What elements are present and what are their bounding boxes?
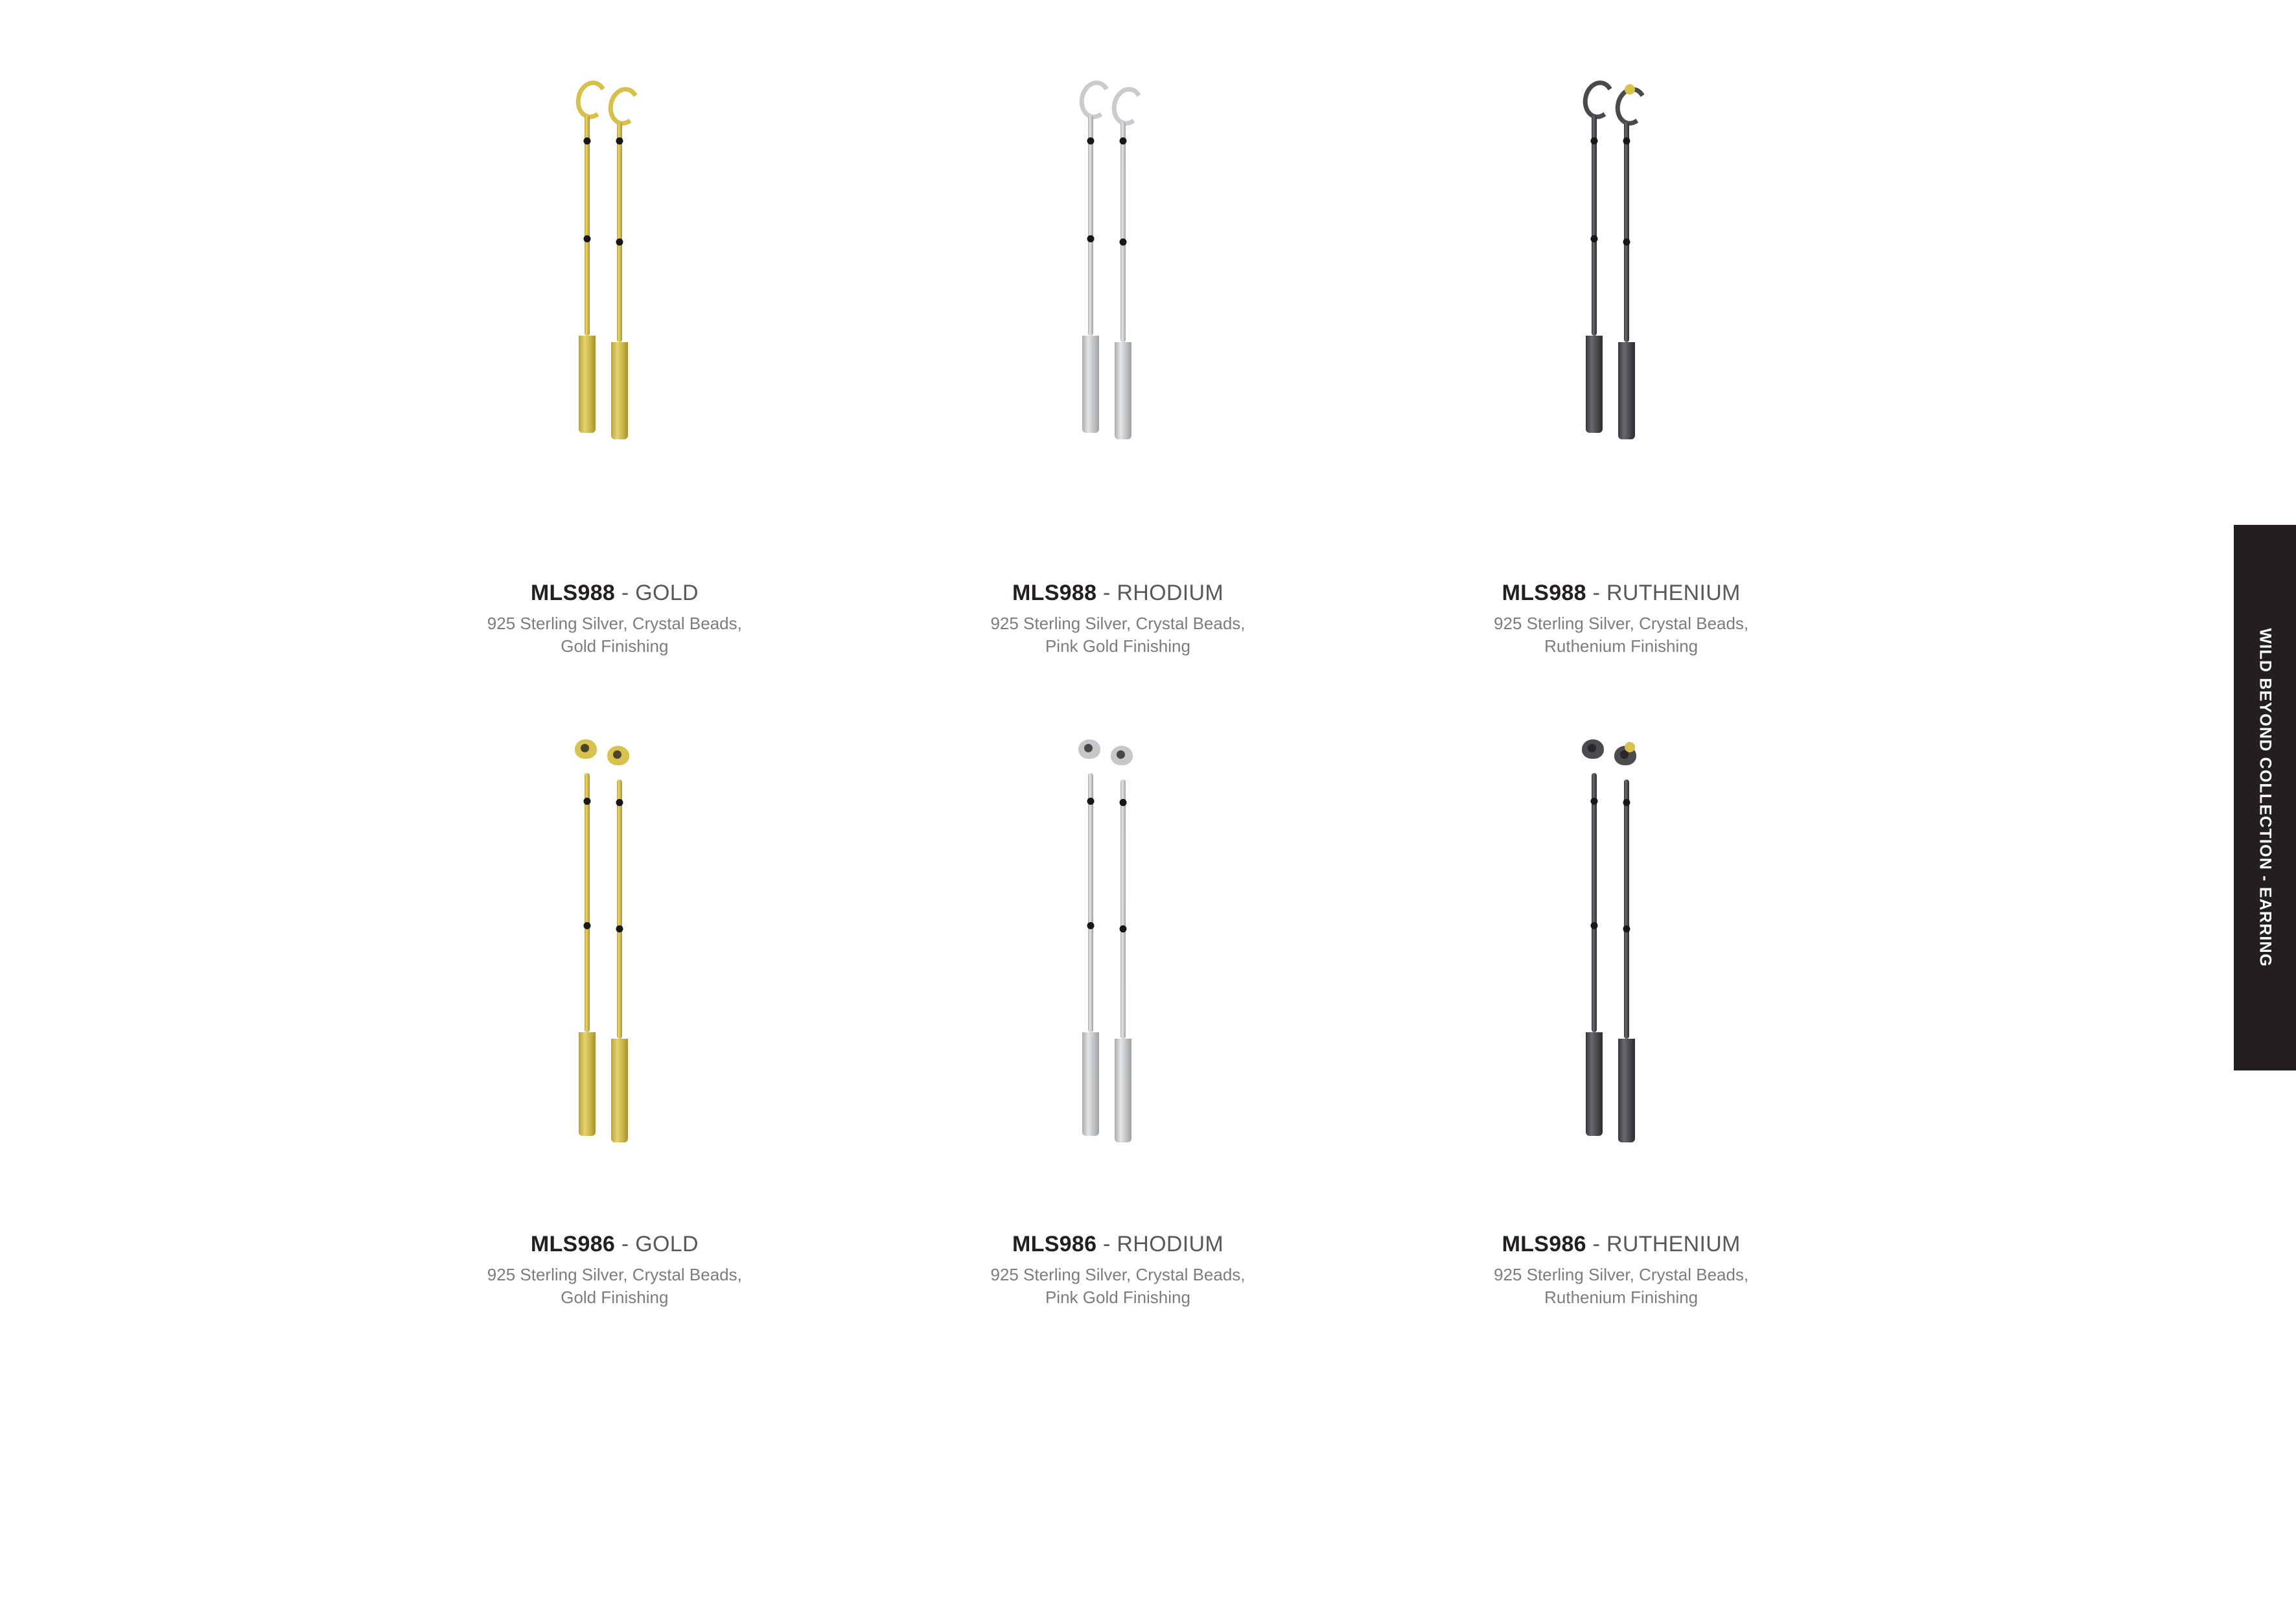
product-caption xyxy=(990,1232,1245,1309)
tassel xyxy=(1586,1032,1603,1136)
tassel xyxy=(1115,342,1131,439)
product-row xyxy=(363,735,1873,1309)
stud-icon xyxy=(1608,742,1645,780)
description-line-2: Ruthenium Finishing xyxy=(1544,636,1699,656)
product-variant: RHODIUM xyxy=(1117,581,1223,605)
earring-right xyxy=(600,84,639,439)
tassel xyxy=(1082,1032,1099,1136)
gold-cap-icon xyxy=(1625,84,1635,95)
description-line-2: Pink Gold Finishing xyxy=(1045,1288,1190,1308)
product-image-mls986-ruthenium xyxy=(1369,735,1873,1228)
product-variant: GOLD xyxy=(635,1232,699,1257)
description-line-2: Pink Gold Finishing xyxy=(1045,636,1190,656)
chain xyxy=(1592,115,1597,336)
product-code: MLS986 xyxy=(530,1232,616,1257)
earring-right xyxy=(1104,742,1142,1142)
gold-cap-icon xyxy=(1625,742,1635,752)
product-title xyxy=(990,1232,1245,1257)
product-description xyxy=(990,612,1245,658)
chain xyxy=(1624,780,1629,1039)
product-separator: - xyxy=(615,1232,636,1257)
description-line-1: 925 Sterling Silver, Crystal Beads, xyxy=(487,614,742,633)
chain xyxy=(1592,773,1597,1032)
chain xyxy=(1120,780,1126,1039)
description-line-1: 925 Sterling Silver, Crystal Beads, xyxy=(487,1265,742,1285)
description-line-2: Ruthenium Finishing xyxy=(1544,1288,1699,1308)
product-image-mls988-ruthenium xyxy=(1369,78,1873,577)
product-image-mls988-gold xyxy=(363,78,866,577)
description-line-1: 925 Sterling Silver, Crystal Beads, xyxy=(990,1265,1246,1285)
tassel xyxy=(1586,336,1603,433)
product-variant: RUTHENIUM xyxy=(1606,581,1741,605)
product-image-mls988-rhodium xyxy=(866,78,1370,577)
product-description xyxy=(487,612,742,658)
description-line-1: 925 Sterling Silver, Crystal Beads, xyxy=(990,614,1246,633)
earring-right xyxy=(1607,84,1646,439)
hoop-icon xyxy=(601,84,638,122)
earring-right xyxy=(1104,84,1142,439)
chain xyxy=(1088,115,1093,336)
tassel xyxy=(611,1039,628,1142)
product-separator: - xyxy=(615,581,636,605)
product-separator: - xyxy=(1586,581,1606,605)
product-cell[interactable] xyxy=(866,735,1370,1309)
chain xyxy=(617,122,622,342)
tassel xyxy=(579,1032,596,1136)
tassel xyxy=(579,336,596,433)
collection-side-tab xyxy=(2234,525,2296,1070)
tassel xyxy=(1618,342,1635,439)
product-cell[interactable] xyxy=(1369,78,1873,658)
chain xyxy=(585,773,590,1032)
product-cell[interactable] xyxy=(1369,735,1873,1309)
product-variant: GOLD xyxy=(635,581,699,605)
description-line-2: Gold Finishing xyxy=(561,636,669,656)
chain xyxy=(617,780,622,1039)
product-title xyxy=(990,581,1245,606)
product-catalog-grid xyxy=(363,78,1873,1309)
description-line-2: Gold Finishing xyxy=(561,1288,669,1308)
product-variant: RUTHENIUM xyxy=(1606,1232,1741,1257)
product-description xyxy=(487,1264,742,1309)
product-row xyxy=(363,78,1873,658)
product-image-mls986-gold xyxy=(363,735,866,1228)
product-title xyxy=(1494,1232,1748,1257)
product-title xyxy=(487,1232,742,1257)
hoop-icon xyxy=(1104,84,1142,122)
product-title xyxy=(487,581,742,606)
product-description xyxy=(1494,612,1748,658)
chain xyxy=(1120,122,1126,342)
product-code: MLS988 xyxy=(1502,581,1586,605)
product-caption xyxy=(990,581,1245,658)
hoop-icon xyxy=(1608,84,1645,122)
product-code: MLS988 xyxy=(1012,581,1097,605)
product-caption xyxy=(487,581,742,658)
product-caption xyxy=(1494,1232,1748,1309)
earring-right xyxy=(1607,742,1646,1142)
product-cell[interactable] xyxy=(363,78,866,658)
chain xyxy=(1624,122,1629,342)
chain xyxy=(585,115,590,336)
product-separator: - xyxy=(1096,581,1117,605)
description-line-1: 925 Sterling Silver, Crystal Beads, xyxy=(1494,1265,1749,1285)
product-code: MLS988 xyxy=(530,581,616,605)
product-code: MLS986 xyxy=(1012,1232,1097,1257)
collection-side-tab-label: WILD BEYOND COLLECTION - EARRING xyxy=(2256,628,2275,967)
product-image-mls986-rhodium xyxy=(866,735,1370,1228)
product-caption xyxy=(487,1232,742,1309)
tassel xyxy=(1618,1039,1635,1142)
stud-icon xyxy=(601,742,638,780)
product-description xyxy=(990,1264,1245,1309)
product-description xyxy=(1494,1264,1748,1309)
product-cell[interactable] xyxy=(363,735,866,1309)
earring-right xyxy=(600,742,639,1142)
product-variant: RHODIUM xyxy=(1117,1232,1223,1257)
stud-icon xyxy=(1104,742,1142,780)
tassel xyxy=(611,342,628,439)
tassel xyxy=(1115,1039,1131,1142)
product-separator: - xyxy=(1096,1232,1117,1257)
product-separator: - xyxy=(1586,1232,1606,1257)
product-cell[interactable] xyxy=(866,78,1370,658)
description-line-1: 925 Sterling Silver, Crystal Beads, xyxy=(1494,614,1749,633)
product-caption xyxy=(1494,581,1748,658)
product-code: MLS986 xyxy=(1502,1232,1586,1257)
chain xyxy=(1088,773,1093,1032)
product-title xyxy=(1494,581,1748,606)
tassel xyxy=(1082,336,1099,433)
